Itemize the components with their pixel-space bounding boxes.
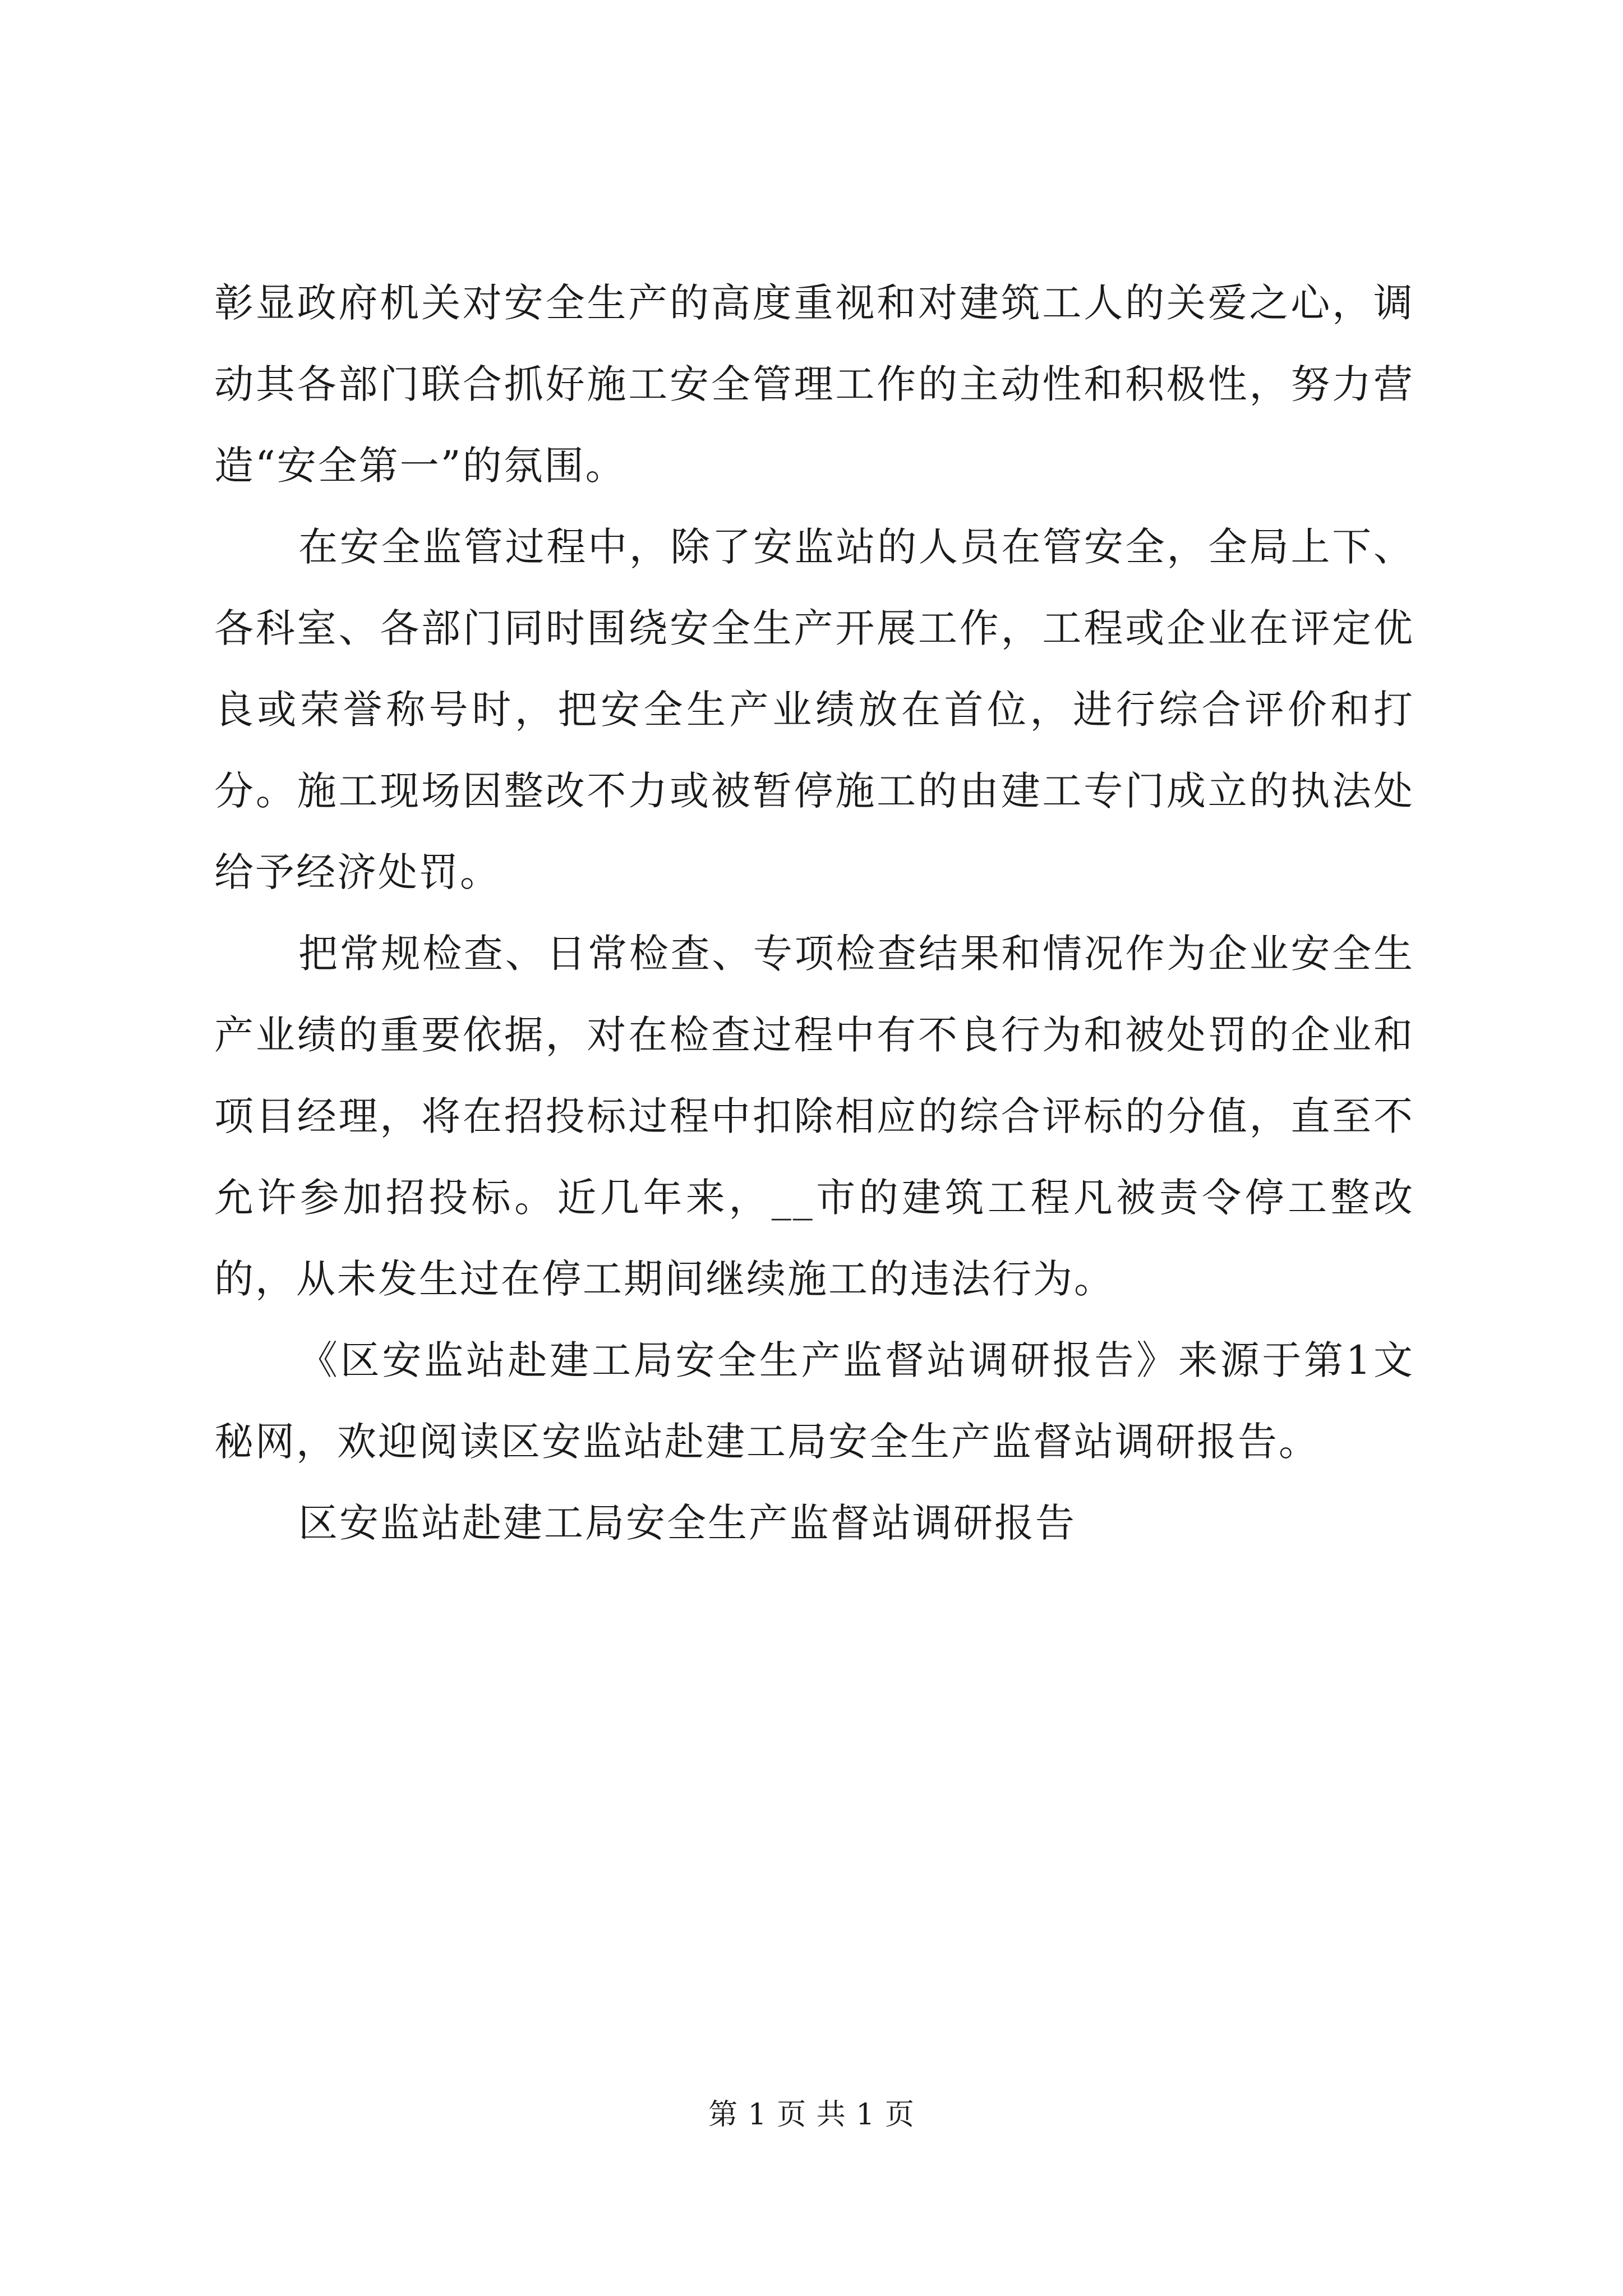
page-number-label: 第 1 页 共 1 页	[708, 2098, 915, 2132]
page-footer	[0, 2095, 1623, 2134]
paragraph-3: 把常规检查、日常检查、专项检查结果和情况作为企业安全生产业绩的重要依据，对在检查过程中有不良行为和被处罚的企业和项目经理，将在招投标过程中扣除相应的综合评标的分值，直至不允许参加招投标。近几年来，__市的建筑工程凡被责令停工整改的，从未发生过在停工期间继续施工的违法行为。	[214, 931, 1414, 1302]
paragraph-5: 区安监站赴建工局安全生产监督站调研报告	[298, 1500, 1076, 1546]
paragraph-4: 《区安监站赴建工局安全生产监督站调研报告》来源于第1文秘网，欢迎阅读区安监站赴建工局安全生产监督站调研报告。	[214, 1337, 1414, 1465]
paragraph-1: 彰显政府机关对安全生产的高度重视和对建筑工人的关爱之心，调动其各部门联合抓好施工安全管理工作的主动性和积极性，努力营造“安全第一”的氛围。	[214, 280, 1414, 489]
paragraph-2: 在安全监管过程中，除了安监站的人员在管安全，全局上下、各科室、各部门同时围绕安全生产开展工作，工程或企业在评定优良或荣誉称号时，把安全生产业绩放在首位，进行综合评价和打分。施工现场因整改不力或被暂停施工的由建工专门成立的执法处给予经济处罚。	[214, 524, 1414, 895]
document-body	[214, 263, 1414, 1564]
